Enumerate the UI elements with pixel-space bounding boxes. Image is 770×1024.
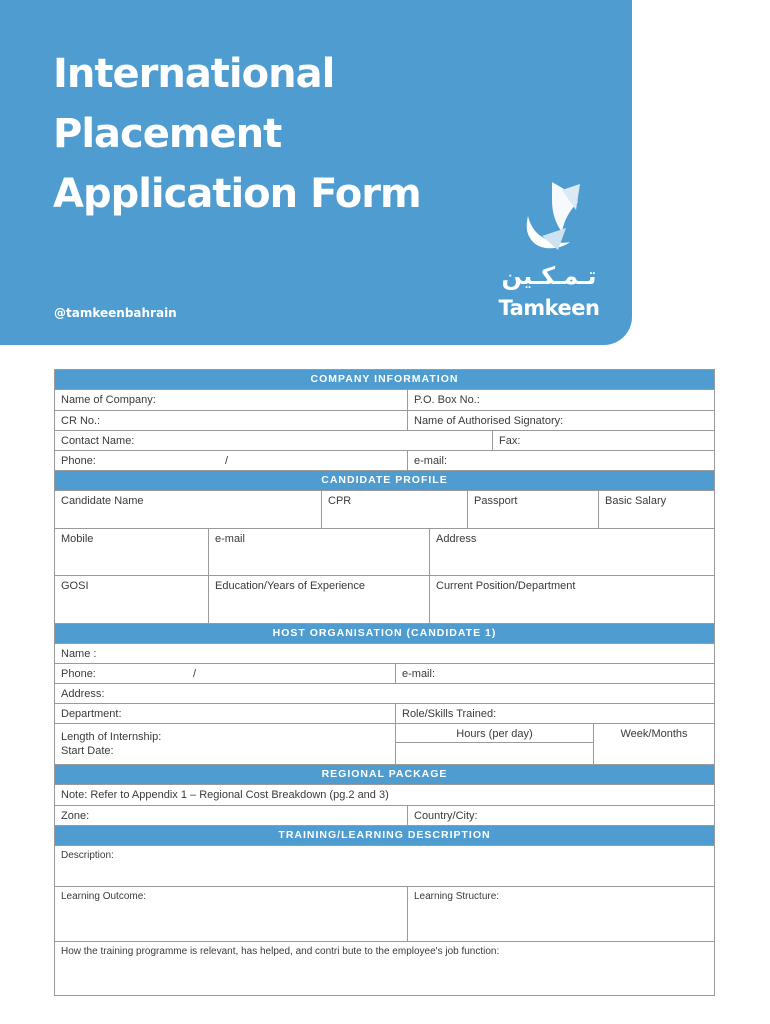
logo-arabic-text: تـمـكـين xyxy=(501,262,597,290)
country-city-field[interactable] xyxy=(408,806,714,825)
phone-separator: / xyxy=(224,455,228,467)
field-label: Candidate Name xyxy=(61,495,144,507)
role-skills-field[interactable] xyxy=(396,704,714,723)
form-row xyxy=(55,806,714,826)
form-row xyxy=(55,451,714,471)
field-label: e-mail: xyxy=(414,455,448,467)
field-label: Zone: xyxy=(61,810,90,822)
field-label: Fax: xyxy=(499,435,521,447)
field-label: Passport xyxy=(474,495,518,507)
fax-field[interactable] xyxy=(493,431,714,450)
field-label: Current Position/Department xyxy=(436,580,576,592)
section-heading-host: HOST ORGANISATION (CANDIDATE 1) xyxy=(55,624,714,644)
field-label: Name of Authorised Signatory: xyxy=(414,415,564,427)
basic-salary-field[interactable] xyxy=(599,491,714,528)
field-label: GOSI xyxy=(61,580,89,592)
title-line-2: Placement xyxy=(53,111,282,157)
field-label: How the training programme is relevant, has helped, and contri bute to the employee's job function: xyxy=(61,946,500,957)
field-label: CR No.: xyxy=(61,415,101,427)
field-label: e-mail xyxy=(215,533,245,545)
training-relevance-field[interactable] xyxy=(55,942,714,995)
mobile-field[interactable] xyxy=(55,529,209,575)
description-field[interactable] xyxy=(55,846,714,886)
learning-outcome-field[interactable] xyxy=(55,887,408,941)
field-label: Learning Outcome: xyxy=(61,891,147,902)
logo-wordmark: Tamkeen xyxy=(498,296,600,320)
form-row xyxy=(55,390,714,411)
field-label: Phone: xyxy=(61,455,96,467)
form-row xyxy=(55,942,714,995)
field-label: Address xyxy=(436,533,477,545)
field-label: Contact Name: xyxy=(61,435,135,447)
phone-separator: / xyxy=(192,668,196,680)
form-row xyxy=(55,684,714,704)
section-heading-training: TRAINING/LEARNING DESCRIPTION xyxy=(55,826,714,846)
candidate-name-field[interactable] xyxy=(55,491,322,528)
section-heading-candidate: CANDIDATE PROFILE xyxy=(55,471,714,491)
title-line-3: Application Form xyxy=(53,171,421,217)
form-row xyxy=(55,411,714,431)
hours-per-day-field[interactable] xyxy=(396,724,594,764)
cr-number-field[interactable] xyxy=(55,411,408,430)
form-row xyxy=(55,431,714,451)
host-name-field[interactable] xyxy=(55,644,714,663)
field-label: Country/City: xyxy=(414,810,478,822)
form-row xyxy=(55,664,714,684)
po-box-field[interactable] xyxy=(408,390,714,410)
title-line-1: International xyxy=(53,51,335,97)
tamkeen-logo-icon xyxy=(522,180,584,262)
form-row xyxy=(55,887,714,942)
section-heading-company: COMPANY INFORMATION xyxy=(55,370,714,390)
host-phone-field[interactable] xyxy=(55,664,396,683)
application-form xyxy=(54,369,715,996)
field-label: Address: xyxy=(61,688,105,700)
field-label: e-mail: xyxy=(402,668,436,680)
company-name-field[interactable] xyxy=(55,390,408,410)
field-label: Basic Salary xyxy=(605,495,667,507)
host-email-field[interactable] xyxy=(396,664,714,683)
contact-name-field[interactable] xyxy=(55,431,493,450)
form-row xyxy=(55,785,714,806)
field-label: Learning Structure: xyxy=(414,891,500,902)
weeks-label: Week/Months xyxy=(620,728,688,740)
form-row xyxy=(55,576,714,624)
company-email-field[interactable] xyxy=(408,451,714,470)
education-field[interactable] xyxy=(209,576,430,623)
form-row xyxy=(55,491,714,529)
candidate-email-field[interactable] xyxy=(209,529,430,575)
company-phone-field[interactable] xyxy=(55,451,408,470)
internship-length-field[interactable] xyxy=(55,724,396,764)
current-position-field[interactable] xyxy=(430,576,714,623)
field-label: Start Date: xyxy=(61,745,114,757)
field-label: Length of Internship: xyxy=(61,731,162,743)
gosi-field[interactable] xyxy=(55,576,209,623)
note-text: Note: Refer to Appendix 1 – Regional Cost Breakdown (pg.2 and 3) xyxy=(61,789,389,801)
header-banner xyxy=(0,0,632,345)
form-row xyxy=(55,529,714,576)
form-row xyxy=(55,846,714,887)
field-label: Name : xyxy=(61,648,97,660)
form-row xyxy=(55,704,714,724)
field-label: Name of Company: xyxy=(61,394,156,406)
form-row xyxy=(55,644,714,664)
learning-structure-field[interactable] xyxy=(408,887,714,941)
field-label: Department: xyxy=(61,708,122,720)
field-label: Description: xyxy=(61,850,114,861)
field-label: Mobile xyxy=(61,533,94,545)
candidate-address-field[interactable] xyxy=(430,529,714,575)
zone-field[interactable] xyxy=(55,806,408,825)
field-label: CPR xyxy=(328,495,352,507)
section-heading-regional: REGIONAL PACKAGE xyxy=(55,765,714,785)
passport-field[interactable] xyxy=(468,491,599,528)
field-label: Role/Skills Trained: xyxy=(402,708,497,720)
weeks-months-field[interactable] xyxy=(594,724,714,764)
department-field[interactable] xyxy=(55,704,396,723)
field-label: Phone: xyxy=(61,668,96,680)
regional-note xyxy=(55,785,714,805)
host-address-field[interactable] xyxy=(55,684,714,703)
page-title xyxy=(53,44,421,224)
field-label: P.O. Box No.: xyxy=(414,394,480,406)
cpr-field[interactable] xyxy=(322,491,468,528)
signatory-field[interactable] xyxy=(408,411,714,430)
field-label: Education/Years of Experience xyxy=(215,580,366,592)
form-row xyxy=(55,724,714,765)
social-handle: @tamkeenbahrain xyxy=(54,306,177,320)
hours-label: Hours (per day) xyxy=(396,724,593,743)
